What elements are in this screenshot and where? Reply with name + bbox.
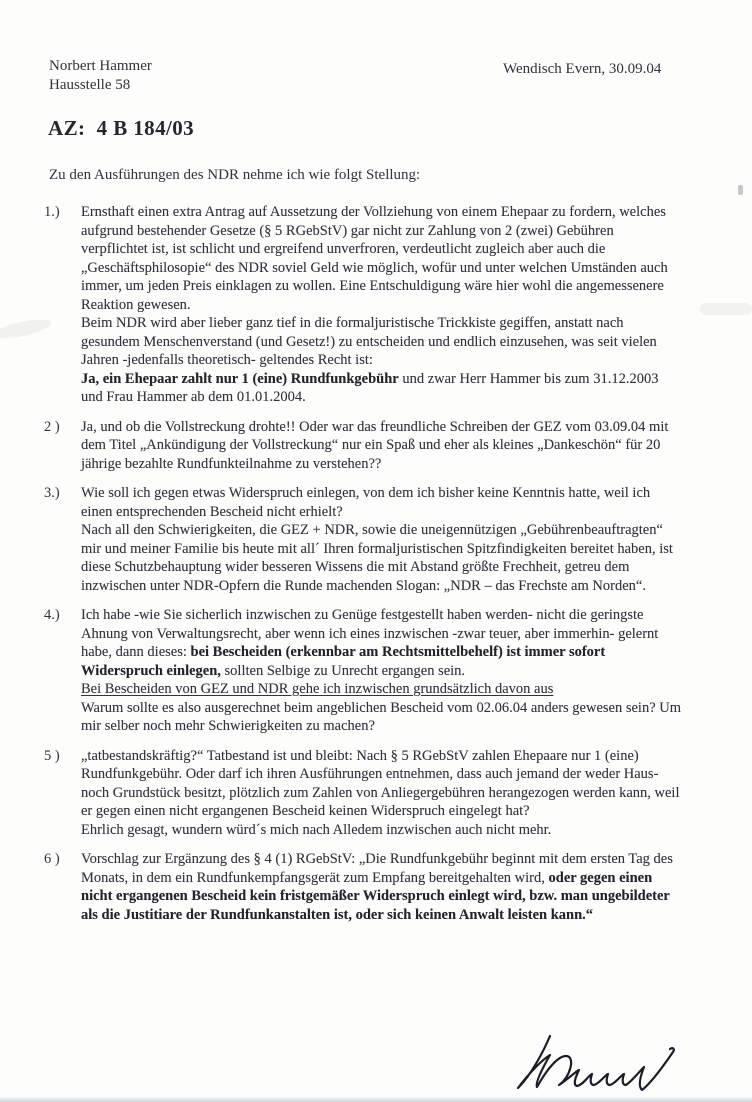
- paragraph: [81, 699, 681, 736]
- item-marker: 2 ): [44, 418, 60, 435]
- text-segment: oder gegen einen nicht ergangenen Bescheid kein fristgemäßer Widerspruch einlegt wird, bzw. man ungebildeter als die Justitiare der Rundfunkanstalten ist, oder sich keinen Anwalt leisten kann.“: [81, 869, 670, 923]
- sender-name: Norbert Hammer: [49, 58, 152, 74]
- paragraph: [81, 680, 681, 699]
- text-segment: Ich habe -wie Sie sicherlich inzwischen zu Genüge festgestellt haben werden- nicht die geringste Ahnung von Verwaltungsrecht, aber wenn ich eines inzwischen -zwar teuer, aber immerhin- gelernt habe, dann dieses:: [81, 607, 659, 660]
- text-segment: Nach all den Schwierigkeiten, die GEZ + NDR, sowie die uneigennützigen „Gebührenbeauftragten“ mir und meiner Familie bis heute mit all´ Ihren formaljuristischen Spitzfindigkeiten bereitet haben, ist diese Schutzbehauptung wider besseren Wissens die mit Abstand größte Frechheit, getreu dem inzwischen unter NDR-Opfern die Runde machenden Slogan: „NDR – das Frechste am Norden“.: [81, 522, 673, 594]
- text-segment: sollten Selbige zu Unrecht ergangen sein.: [220, 662, 466, 679]
- paragraph: [81, 747, 681, 821]
- text-segment: Wie soll ich gegen etwas Widerspruch einlegen, von dem ich bisher keine Kenntnis hatte, weil ich einen entsprechenden Bescheid nicht erhielt?: [81, 485, 651, 520]
- text-segment: Warum sollte es also ausgerechnet beim angeblichen Bescheid vom 02.06.04 anders gewesen sein? Um mir selber noch mehr Schwierigkeiten zu machen?: [81, 699, 682, 734]
- paragraph: [81, 821, 681, 840]
- list-item: [44, 203, 699, 407]
- paragraph: [81, 203, 681, 314]
- list-item: [44, 747, 699, 840]
- list-item: [44, 418, 699, 474]
- item-text: [81, 850, 681, 924]
- stellungnahme-list: [44, 203, 699, 935]
- item-text: [81, 747, 681, 840]
- case-number: AZ: 4 B 184/03: [48, 116, 195, 140]
- paragraph: [81, 314, 681, 370]
- list-item: [44, 850, 699, 924]
- list-item: [44, 606, 699, 736]
- text-segment: Bei Bescheiden von GEZ und NDR gehe ich inzwischen grundsätzlich davon aus: [81, 681, 554, 697]
- paragraph: [81, 418, 681, 474]
- text-segment: Ernsthaft einen extra Antrag auf Aussetzung der Vollziehung von einem Ehepaar zu fordern, welches aufgrund bestehender Gesetze (§ 5 RGebStV) gar nicht zur Zahlung von 2 (zwei) Gebühren verpflichtet ist, ist schlicht und ergreifend unverfroren, verdeutlicht zugleich aber auch die „Geschäftsphilosopie“ des NDR soviel Geld wie möglich, wofür und unter welchen Umständen auch immer, um jeden Preis einklagen zu wollen. Eine Entschuldigung wäre hier wohl die angemessenere Reaktion gewesen.: [81, 204, 668, 313]
- intro-line: Zu den Ausführungen des NDR nehme ich wie folgt Stellung:: [49, 167, 421, 183]
- text-segment: bei Bescheiden (erkennbar am Rechtsmittelbehelf) ist immer sofort Widerspruch einlegen,: [81, 644, 606, 679]
- scan-edge-strip: [0, 1096, 752, 1102]
- sender-block: [49, 57, 152, 95]
- text-segment: Vorschlag zur Ergänzung des § 4 (1) RGebStV: „Die Rundfunkgebühr beginnt mit dem ersten Tag des Monats, in dem ein Rundfunkempfangsgerät zum Empfang bereitgehalten wird,: [81, 851, 673, 886]
- scan-smudge: [738, 185, 743, 195]
- paragraph: [81, 850, 681, 924]
- paragraph: [81, 484, 681, 521]
- item-text: [81, 418, 681, 474]
- text-segment: Ja, ein Ehepaar zahlt nur 1 (eine) Rundfunkgebühr: [81, 370, 399, 387]
- item-marker: 4.): [44, 607, 60, 623]
- item-marker: 1.): [44, 204, 60, 220]
- dateline: Wendisch Evern, 30.09.04: [503, 61, 662, 77]
- paragraph: [81, 521, 681, 595]
- item-marker: 6 ): [44, 851, 60, 867]
- scan-smudge: [700, 303, 752, 315]
- item-marker: 3.): [44, 485, 60, 501]
- signature-stroke-icon: [500, 1028, 685, 1098]
- text-segment: Ja, und ob die Vollstreckung drohte!! Oder war das freundliche Schreiben der GEZ vom 03.09.04 mit dem Titel „Ankündigung der Vollstreckung“ nur ein Spaß und eher als kleines „Dankeschön“ für 20 jährige bezahlte Rundfunkteilnahme zu verstehen??: [81, 418, 669, 472]
- sender-address: Hausstelle 58: [49, 77, 131, 93]
- item-text: [81, 203, 681, 407]
- item-marker: 5 ): [44, 747, 60, 764]
- list-item: [44, 484, 699, 595]
- paragraph: [81, 370, 681, 407]
- text-segment: Beim NDR wird aber lieber ganz tief in die formaljuristische Trickkiste gegiffen, anstatt nach gesundem Menschenverstand (und Gesetz!) zu entscheiden und endlich einzusehen, was seit vielen Jahren -jedenfalls theoretisch- geltendes Recht ist:: [81, 315, 657, 368]
- handwritten-signature: [500, 1028, 685, 1098]
- text-segment: „tatbestandskräftig?“ Tatbestand ist und bleibt: Nach § 5 RGebStV zahlen Ehepaare nur 1 (eine) Rundfunkgebühr. Oder darf ich ihren Ausführungen entnehmen, dass auch jemand der weder Haus- noch Grundstück besitzt, plötzlich zum Zahlen von Anliegergebühren herangezogen werden kann, weil er gegen einen nicht ergangenen Bescheid keinen Widerspruch eingelegt hat?: [81, 747, 680, 819]
- item-text: [81, 484, 681, 595]
- paragraph: [81, 606, 681, 680]
- text-segment: und zwar Herr Hammer bis zum 31.12.2003 und Frau Hammer ab dem 01.01.2004.: [81, 370, 659, 405]
- item-text: [81, 606, 681, 736]
- text-segment: Ehrlich gesagt, wundern würd´s mich nach Alledem inzwischen auch nicht mehr.: [81, 821, 552, 838]
